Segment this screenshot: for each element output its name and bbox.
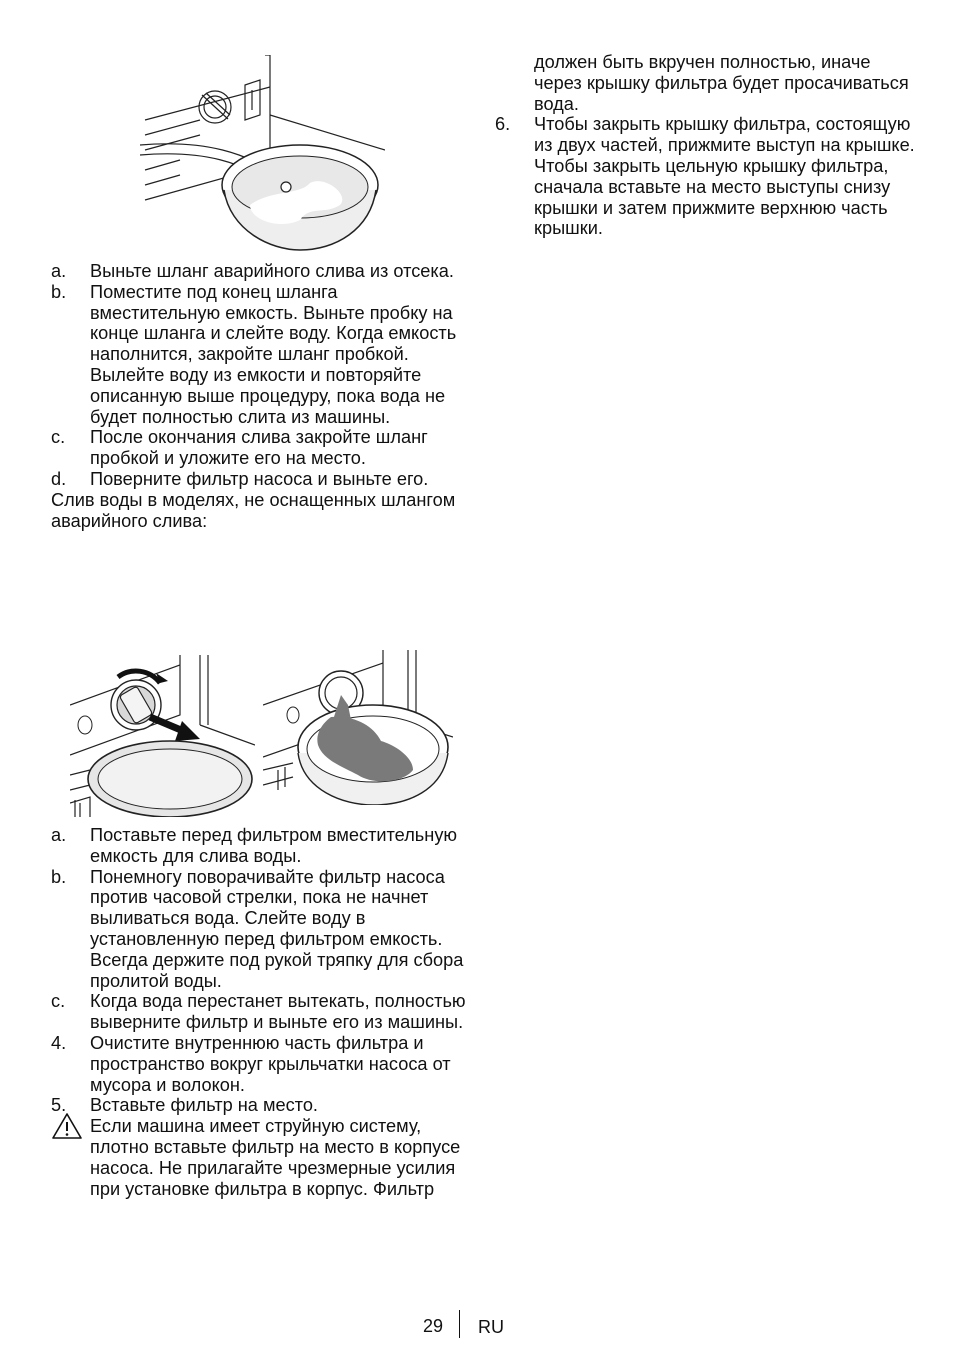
hose-step-c: c. После окончания слива закройте шланг пробкой и уложите его на место.	[51, 427, 428, 469]
step-4: 4. Очистите внутреннюю часть фильтра и пространство вокруг крыльчатки насоса от мусора и волокон.	[51, 1032, 451, 1095]
language-code: RU	[478, 1317, 504, 1337]
warning-note: Если машина имеет струйную систему, плотно вставьте фильтр на место в корпусе насоса. Не прилагайте чрезмерные усилия при установке фильтра в корпус. Фильтр	[51, 1116, 471, 1199]
no-hose-step-a: a. Поставьте перед фильтром вместительную емкость для слива воды.	[51, 825, 458, 866]
hose-step-a: a. Выньте шланг аварийного слива из отсека.	[51, 261, 454, 281]
no-hose-step-c: c. Когда вода перестанет вытекать, полностью выверните фильтр и выньте его из машины.	[51, 991, 466, 1033]
step-5: 5. Вставьте фильтр на место.	[51, 1095, 318, 1116]
footer-divider	[459, 1310, 460, 1338]
no-hose-step-b: b. Понемногу поворачивайте фильтр насоса против часовой стрелки, пока не начнет выливаться вода. Слейте воду в установленную перед фильтром емкость. Всегда держите под рукой тряпку для сбора пролитой воды.	[51, 866, 464, 991]
page-number: 29	[423, 1316, 444, 1336]
hose-drain-illustration	[140, 55, 385, 255]
hose-step-b: b. Поместите под конец шланга вместительную емкость. Выньте пробку на конце шланга и слейте воду. Когда емкость наполнится, закройте шланг пробкой. Вылейте воду из емкости и повторяйте описанную выше процедуру, пока вода не будет полностью слита из машины.	[51, 281, 457, 427]
water-drain-illustration	[263, 645, 453, 805]
hose-step-d: d. Поверните фильтр насоса и выньте его.	[51, 468, 429, 489]
filter-turn-illustration	[70, 655, 255, 817]
step-6: 6. Чтобы закрыть крышку фильтра, состоящую из двух частей, прижмите выступ на крышке. Чтобы закрыть цельную крышку фильтра, сначала вставьте на место выступы снизу крышки и затем прижмите верхнюю часть крышки.	[495, 114, 915, 239]
warning-triangle-icon	[51, 1112, 83, 1140]
no-hose-intro: Слив воды в моделях, не оснащенных шлангом аварийного слива:	[51, 489, 456, 531]
filter-continuation: должен быть вкручен полностью, иначе через крышку фильтра будет просачиваться вода.	[534, 52, 909, 114]
page-footer	[0, 1316, 954, 1340]
